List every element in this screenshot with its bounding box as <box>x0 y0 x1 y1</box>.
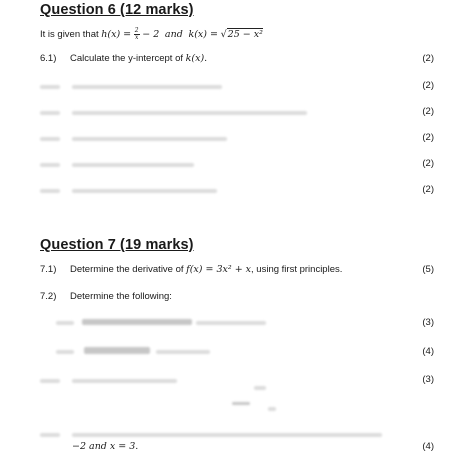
q7-item-1-text <box>70 264 342 275</box>
question-6-heading: Question 6 (12 marks) <box>40 2 194 18</box>
q7-item-3-dots-obscured <box>232 402 250 405</box>
q6-item-6-mark: (2) <box>422 184 434 195</box>
q6-item-2-text-obscured <box>72 85 222 89</box>
q6-item-2-number-obscured <box>40 85 60 89</box>
q7-item-4-math: −2 and x = 3. <box>72 441 139 452</box>
q6-item-2-mark: (2) <box>422 80 434 91</box>
q6-item-6-number-obscured <box>40 189 60 193</box>
q7-item-3-mark-obscured <box>268 407 276 411</box>
q7-item-1-mark: (5) <box>422 264 434 275</box>
q7-item-1-suffix: , using first principles. <box>251 264 343 275</box>
q6-item-4-text-obscured <box>72 137 227 141</box>
q6-item-1-mark: (2) <box>422 53 434 64</box>
h-frac-den: x <box>135 34 139 41</box>
h-frac-num: 2 <box>134 27 139 34</box>
q7-item-4-continuation <box>72 441 138 452</box>
k-definition: k(x) = <box>188 29 218 41</box>
q6-item-6-text-obscured <box>72 189 217 193</box>
q6-item-4-number-obscured <box>40 137 60 141</box>
q7-item-3-fragment-obscured <box>254 386 266 390</box>
q6-item-5-text-obscured <box>72 163 194 167</box>
q7-sub-2-expression-obscured <box>84 347 150 354</box>
q7-sub-2-expression-tail-obscured <box>156 350 210 354</box>
sqrt-symbol: √ <box>220 29 227 41</box>
q7-item-4-number-obscured <box>40 433 60 437</box>
q6-item-1-math: k(x). <box>185 53 208 64</box>
q7-sub-2-number-obscured <box>56 350 74 354</box>
q7-sub-1-expression-tail-obscured <box>196 321 266 325</box>
q6-item-1-label: Calculate the y-intercept of <box>70 53 184 64</box>
h-fraction <box>134 28 140 41</box>
q7-item-3-mark: (3) <box>422 374 434 385</box>
q7-item-4-text-obscured <box>72 433 382 437</box>
q7-sub-1-expression-obscured <box>82 319 192 325</box>
question-7-heading: Question 7 (19 marks) <box>40 237 194 253</box>
h-rest: − 2 <box>142 29 160 41</box>
q7-item-4-mark: (4) <box>422 441 434 452</box>
q7-item-3-number-obscured <box>40 379 60 383</box>
q6-item-5-number-obscured <box>40 163 60 167</box>
and-word: and <box>164 29 183 41</box>
intro-prefix: It is given that <box>40 29 99 41</box>
q6-item-4-mark: (2) <box>422 132 434 143</box>
q7-item-2-text: Determine the following: <box>70 291 172 302</box>
k-radicand: 25 − x² <box>227 29 263 41</box>
q7-sub-1-mark: (3) <box>422 317 434 328</box>
q6-intro <box>40 28 263 41</box>
q6-item-3-number-obscured <box>40 111 60 115</box>
q7-item-1-function: f(x) = 3x² + x <box>186 264 252 275</box>
q7-item-1-number: 7.1) <box>40 264 57 275</box>
q7-item-2-number: 7.2) <box>40 291 57 302</box>
q6-item-3-text-obscured <box>72 111 307 115</box>
q7-sub-2-mark: (4) <box>422 346 434 357</box>
q7-item-1-label: Determine the derivative of <box>70 264 184 275</box>
h-definition: h(x) = <box>101 29 132 41</box>
q6-item-1-text <box>70 53 207 64</box>
q6-item-3-mark: (2) <box>422 106 434 117</box>
q7-item-3-text-obscured <box>72 379 177 383</box>
q6-item-1-number: 6.1) <box>40 53 57 64</box>
q7-sub-1-number-obscured <box>56 321 74 325</box>
q6-item-5-mark: (2) <box>422 158 434 169</box>
